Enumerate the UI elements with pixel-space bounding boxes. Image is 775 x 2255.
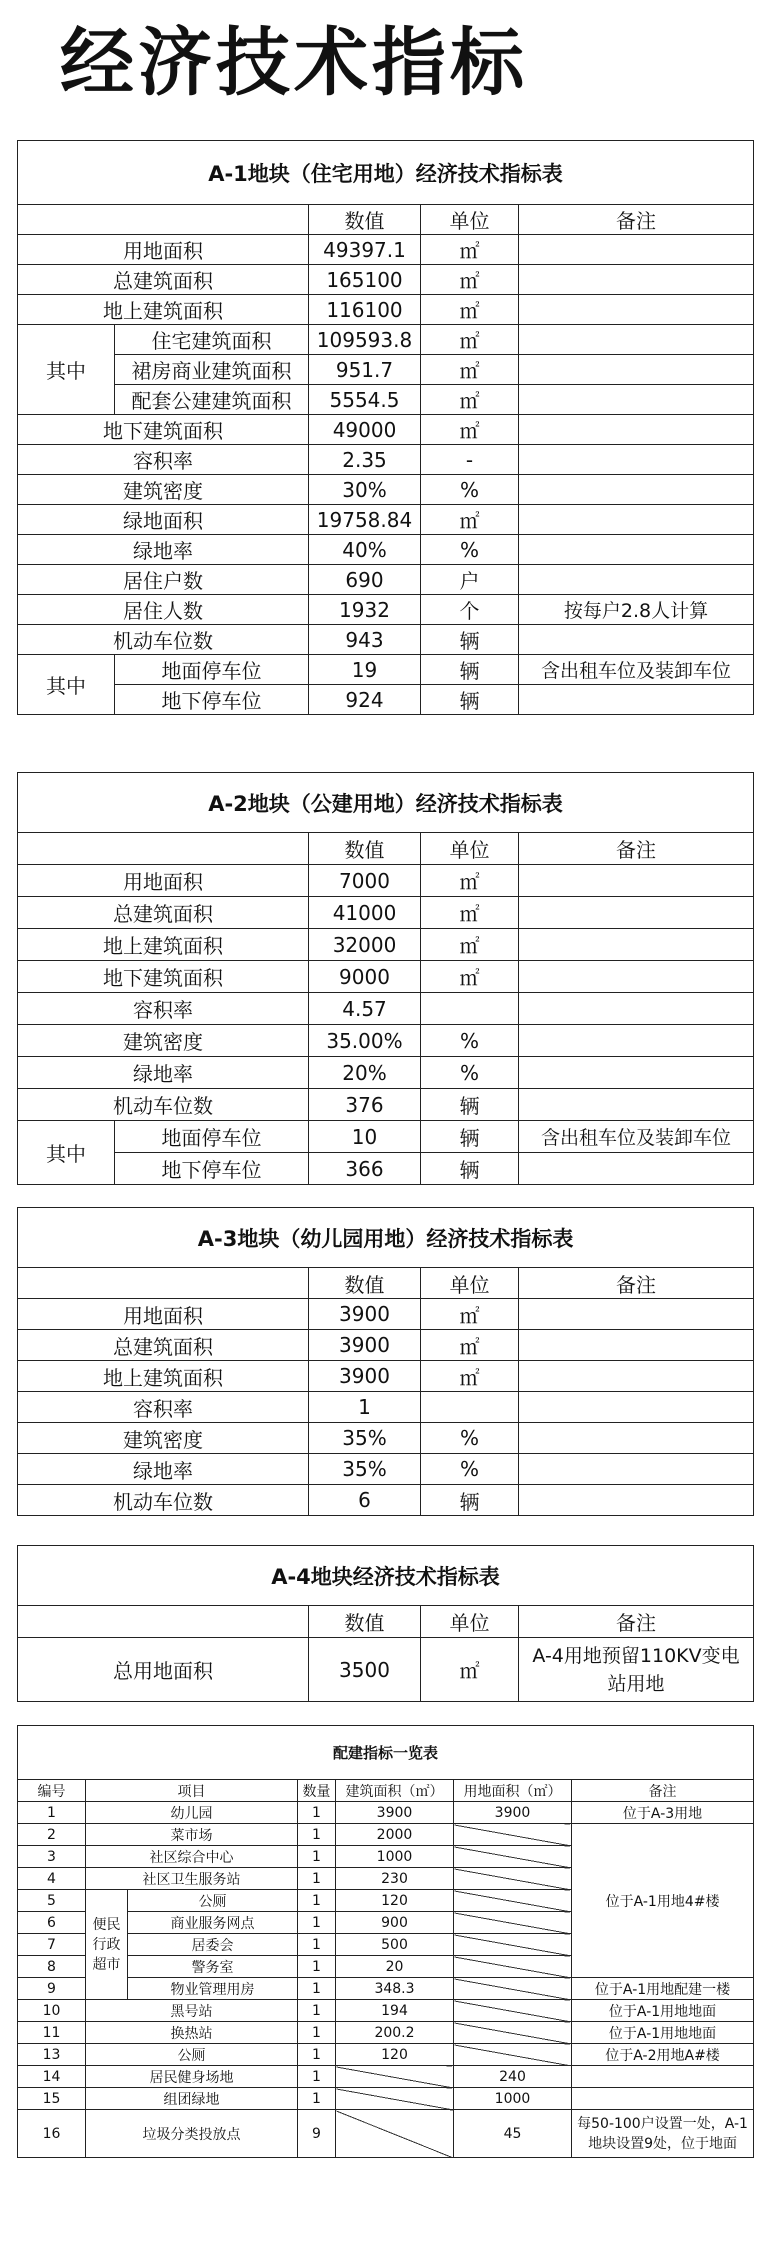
table-row: 绿地率 35% %	[18, 1454, 754, 1485]
table-row: 总建筑面积 3900 ㎡	[18, 1330, 754, 1361]
table-row: 地下停车位 366 辆	[18, 1153, 754, 1185]
qizhong-label: 其中	[18, 1121, 115, 1185]
table-row: 16 垃圾分类投放点 9 45 每50-100户设置一处，A-1地块设置9处，位于地面	[18, 2110, 754, 2158]
qizhong-label: 其中	[18, 325, 115, 415]
table-row: 地上建筑面积 32000 ㎡	[18, 929, 754, 961]
table-row: 其中 地面停车位 19 辆 含出租车位及装卸车位	[18, 655, 754, 685]
table-row: 绿地面积 19758.84 ㎡	[18, 505, 754, 535]
table-row: 13 公厕 1 120 位于A-2用地A#楼	[18, 2044, 754, 2066]
table-row: 3 社区综合中心 1 1000	[18, 1846, 754, 1868]
a1-header-unit: 单位	[421, 205, 519, 235]
table-row: 10 黑号站 1 194 位于A-1用地地面	[18, 2000, 754, 2022]
table-row: 6 商业服务网点 1 900	[18, 1912, 754, 1934]
table-row: 5 便民行政超市 公厕 1 120	[18, 1890, 754, 1912]
table-row: 裙房商业建筑面积 951.7 ㎡	[18, 355, 754, 385]
table-row: 4 社区卫生服务站 1 230	[18, 1868, 754, 1890]
a1-table	[17, 140, 754, 715]
a3-table: A-3地块（幼儿园用地）经济技术指标表 数值 单位 备注 用地面积 3900 ㎡ 总建筑面积 3900 ㎡ 地上建筑面积 3900 ㎡ 容积率 1 建筑密度 35% % 绿地率 35% % 机动车位数 6 辆	[17, 1207, 754, 1516]
table-row: 机动车位数 943 辆	[18, 625, 754, 655]
table-row: 8 警务室 1 20	[18, 1956, 754, 1978]
table-row: 地下建筑面积 49000 ㎡	[18, 415, 754, 445]
table-row: 14 居民健身场地 1 240	[18, 2066, 754, 2088]
table-row: 总用地面积 3500 ㎡ A-4用地预留110KV变电站用地	[18, 1638, 754, 1702]
table-row: 建筑密度 35.00% %	[18, 1025, 754, 1057]
table-row: 居住户数 690 户	[18, 565, 754, 595]
table-row: 配套公建建筑面积 5554.5 ㎡	[18, 385, 754, 415]
table-row: 绿地率 40% %	[18, 535, 754, 565]
table-row: 地下建筑面积 9000 ㎡	[18, 961, 754, 993]
a1-title: A-1地块（住宅用地）经济技术指标表	[18, 141, 754, 205]
table-row: 用地面积 49397.1 ㎡	[18, 235, 754, 265]
table-row: 建筑密度 35% %	[18, 1423, 754, 1454]
table-row: 容积率 4.57	[18, 993, 754, 1025]
table-row: 用地面积 3900 ㎡	[18, 1299, 754, 1330]
qizhong-label: 其中	[18, 655, 115, 715]
table-row: 9 物业管理用房 1 348.3 位于A-1用地配建一楼	[18, 1978, 754, 2000]
table-row: 地上建筑面积 3900 ㎡	[18, 1361, 754, 1392]
table-row: 地上建筑面积 116100 ㎡	[18, 295, 754, 325]
table-row: 容积率 2.35 -	[18, 445, 754, 475]
table-row: 7 居委会 1 500	[18, 1934, 754, 1956]
a1-header-note: 备注	[519, 205, 754, 235]
table-row: 建筑密度 30% %	[18, 475, 754, 505]
table-row: 机动车位数 6 辆	[18, 1485, 754, 1516]
a3-title: A-3地块（幼儿园用地）经济技术指标表	[18, 1208, 754, 1268]
table-row: 居住人数 1932 个 按每户2.8人计算	[18, 595, 754, 625]
table-row: 其中 地面停车位 10 辆 含出租车位及装卸车位	[18, 1121, 754, 1153]
a1-header-value: 数值	[309, 205, 421, 235]
config-table: 配建指标一览表 编号 项目 数量 建筑面积（㎡） 用地面积（㎡） 备注 1 幼儿园 1 3900 3900 位于A-3用地 2 菜市场 1 2000 位于A-1用地4#楼 3 社区综合中心 1 1000 4 社区卫生服务站 1 230 5 便民行政超市 公厕 1 120 6 商业服务网点 1 900 7 居委会 1 500 8 警务室 1 20 9 物业管理用房 1 348.3 位于A-1用地配建一楼 10 黑号站 1 194 位于A-1用地地面 11 换热站 1 200.2 位于A-1用地地面 13 公厕 1 120 位于A-2用地A#楼 14 居民健身场地 1 240 15 组团绿地 1 1000 16 垃圾分类投放点 9 45 每50-100户设置一处，A-1地块设置9处，位于地面	[17, 1725, 754, 2158]
a4-title: A-4地块经济技术指标表	[18, 1546, 754, 1606]
table-row: 2 菜市场 1 2000 位于A-1用地4#楼	[18, 1824, 754, 1846]
table-row: 总建筑面积 41000 ㎡	[18, 897, 754, 929]
table-row: 其中 住宅建筑面积 109593.8 ㎡	[18, 325, 754, 355]
a2-table: A-2地块（公建用地）经济技术指标表 数值 单位 备注 用地面积 7000 ㎡ 总建筑面积 41000 ㎡ 地上建筑面积 32000 ㎡ 地下建筑面积 9000 ㎡ 容积率 4.57 建筑密度 35.00% % 绿地率 20% % 机动车位数 376 辆 其中 地面停车位 10 辆 含出租车位及装卸车位 地下停车位 366 辆	[17, 772, 754, 1185]
group-label: 便民行政超市	[86, 1890, 128, 2000]
table-row: 绿地率 20% %	[18, 1057, 754, 1089]
a4-table: A-4地块经济技术指标表 数值 单位 备注 总用地面积 3500 ㎡ A-4用地预留110KV变电站用地	[17, 1545, 754, 1702]
table-row: 用地面积 7000 ㎡	[18, 865, 754, 897]
table-row: 1 幼儿园 1 3900 3900 位于A-3用地	[18, 1802, 754, 1824]
a2-title: A-2地块（公建用地）经济技术指标表	[18, 773, 754, 833]
table-row: 地下停车位 924 辆	[18, 685, 754, 715]
table-row: 容积率 1	[18, 1392, 754, 1423]
page-title: 经济技术指标	[60, 20, 528, 106]
table-row: 15 组团绿地 1 1000	[18, 2088, 754, 2110]
table-row: 机动车位数 376 辆	[18, 1089, 754, 1121]
config-title: 配建指标一览表	[18, 1726, 754, 1780]
table-row: 11 换热站 1 200.2 位于A-1用地地面	[18, 2022, 754, 2044]
a1-header-blank	[18, 205, 309, 235]
table-row: 总建筑面积 165100 ㎡	[18, 265, 754, 295]
